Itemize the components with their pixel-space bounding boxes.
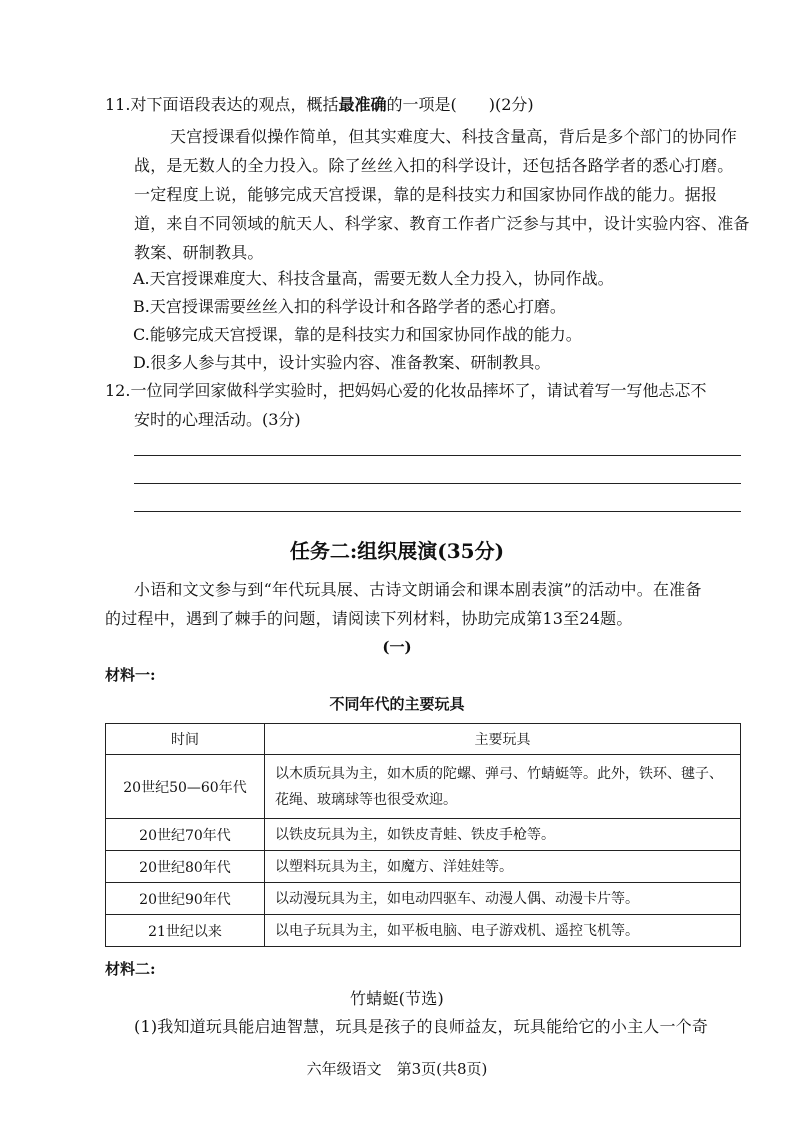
table-row xyxy=(106,915,741,947)
q11-passage-line: 一定程度上说，能够完成天宫授课，靠的是科技实力和国家协同作战的能力。据报 xyxy=(134,185,718,204)
q11-stem-emphasis: 最准确 xyxy=(338,95,387,114)
table-header-toys: 主要玩具 xyxy=(265,724,741,755)
section-intro-line2: 的过程中，遇到了棘手的问题，请阅读下列材料，协助完成第13至24题。 xyxy=(105,609,633,628)
table-cell-time: 20世纪80年代 xyxy=(106,851,265,883)
q12-stem-line2: 安时的心理活动。(3分) xyxy=(134,410,301,429)
table-header-row xyxy=(106,724,741,755)
table-cell-time: 20世纪50—60年代 xyxy=(106,755,265,819)
table-header-time: 时间 xyxy=(106,724,265,755)
table-row xyxy=(106,819,741,851)
answer-line[interactable] xyxy=(134,511,741,512)
q11-passage-line: 天宫授课看似操作简单，但其实难度大、科技含量高，背后是多个部门的协同作 xyxy=(170,127,738,146)
q11-passage-line: 战，是无数人的全力投入。除了丝丝入扣的科学设计，还包括各路学者的悉心打磨。 xyxy=(134,156,734,175)
q11-stem-post: 的一项是( )(2分) xyxy=(386,95,534,114)
q11-option-a[interactable]: A.天宫授课难度大、科技含量高，需要无数人全力投入，协同作战。 xyxy=(133,269,614,288)
section-intro-line1: 小语和文文参与到“年代玩具展、古诗文朗诵会和课本剧表演”的活动中。在准备 xyxy=(134,580,702,599)
table-cell-toys: 以铁皮玩具为主，如铁皮青蛙、铁皮手枪等。 xyxy=(265,819,741,851)
q12-stem-line1: 12.一位同学回家做科学实验时，把妈妈心爱的化妆品摔坏了，请试着写一写他忐忑不 xyxy=(105,381,707,400)
table-title: 不同年代的主要玩具 xyxy=(329,695,465,713)
toys-table xyxy=(105,723,741,947)
table-cell-toys: 以电子玩具为主，如平板电脑、电子游戏机、遥控飞机等。 xyxy=(265,915,741,947)
section-title: 任务二:组织展演(35分) xyxy=(289,539,505,563)
answer-line[interactable] xyxy=(134,455,741,456)
toys-text-line: 以木质玩具为主，如木质的陀螺、弹弓、竹蜻蜓等。此外，铁环、毽子、 xyxy=(275,765,723,782)
q11-option-d[interactable]: D.很多人参与其中，设计实验内容、准备教案、研制教具。 xyxy=(133,353,551,372)
table-cell-toys xyxy=(265,755,741,819)
q11-option-c[interactable]: C.能够完成天宫授课，靠的是科技实力和国家协同作战的能力。 xyxy=(133,325,582,344)
table-row xyxy=(106,883,741,915)
page-footer: 六年级语文 第3页(共8页) xyxy=(306,1060,488,1078)
q11-stem xyxy=(105,92,534,115)
part-heading: (一) xyxy=(382,638,412,656)
material2-title: 竹蜻蜓(节选) xyxy=(350,989,444,1008)
table-cell-time: 21世纪以来 xyxy=(106,915,265,947)
table-cell-toys: 以塑料玩具为主，如魔方、洋娃娃等。 xyxy=(265,851,741,883)
q11-passage-line: 教案、研制教具。 xyxy=(134,243,264,262)
toys-text-line: 花绳、玻璃球等也很受欢迎。 xyxy=(275,791,457,808)
table-cell-time: 20世纪90年代 xyxy=(106,883,265,915)
table-row xyxy=(106,755,741,819)
material2-label: 材料二: xyxy=(105,960,156,978)
q11-passage-line: 道，来自不同领域的航天人、科学家、教育工作者广泛参与其中，设计实验内容、准备 xyxy=(134,214,750,233)
table-row xyxy=(106,851,741,883)
material1-label: 材料一: xyxy=(105,666,156,684)
q11-option-b[interactable]: B.天宫授课需要丝丝入扣的科学设计和各路学者的悉心打磨。 xyxy=(133,297,566,316)
material2-paragraph: (1)我知道玩具能启迪智慧，玩具是孩子的良师益友，玩具能给它的小主人一个奇 xyxy=(134,1017,709,1036)
answer-line[interactable] xyxy=(134,483,741,484)
table-cell-time: 20世纪70年代 xyxy=(106,819,265,851)
table-cell-toys: 以动漫玩具为主，如电动四驱车、动漫人偶、动漫卡片等。 xyxy=(265,883,741,915)
q11-stem-pre: 11.对下面语段表达的观点，概括 xyxy=(105,95,339,114)
